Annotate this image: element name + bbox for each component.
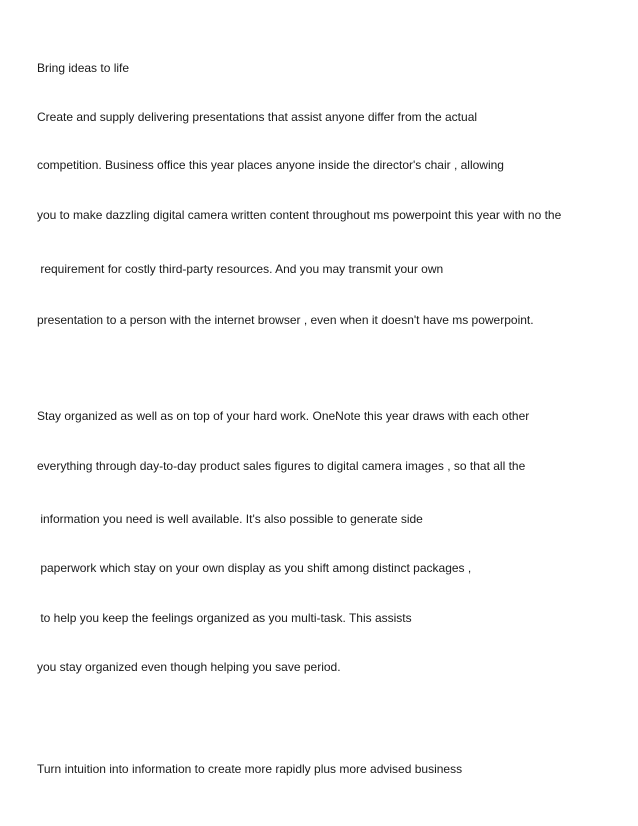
text-line-12: you stay organized even though helping you save period. (37, 660, 341, 674)
text-line-3: competition. Business office this year places anyone inside the director's chair , allowing (37, 158, 504, 172)
text-line-5: requirement for costly third-party resources. And you may transmit your own (37, 262, 444, 276)
text-line-8: everything through day-to-day product sales figures to digital camera images , so that all the (37, 459, 526, 473)
text-line-13: Turn intuition into information to create more rapidly plus more advised business (37, 762, 463, 776)
text-line-7: Stay organized as well as on top of your hard work. OneNote this year draws with each other (37, 409, 530, 423)
text-line-1: Bring ideas to life (37, 61, 130, 75)
text-line-2: Create and supply delivering presentations that assist anyone differ from the actual (37, 110, 478, 124)
text-line-11: to help you keep the feelings organized as you multi-task. This assists (37, 611, 412, 625)
text-line-10: paperwork which stay on your own display as you shift among distinct packages , (37, 561, 472, 575)
text-line-4: you to make dazzling digital camera written content throughout ms powerpoint this year with no the (37, 208, 562, 222)
text-line-9: information you need is well available. It's also possible to generate side (37, 512, 423, 526)
text-line-6: presentation to a person with the internet browser , even when it doesn't have ms powerpoint. (37, 313, 534, 327)
